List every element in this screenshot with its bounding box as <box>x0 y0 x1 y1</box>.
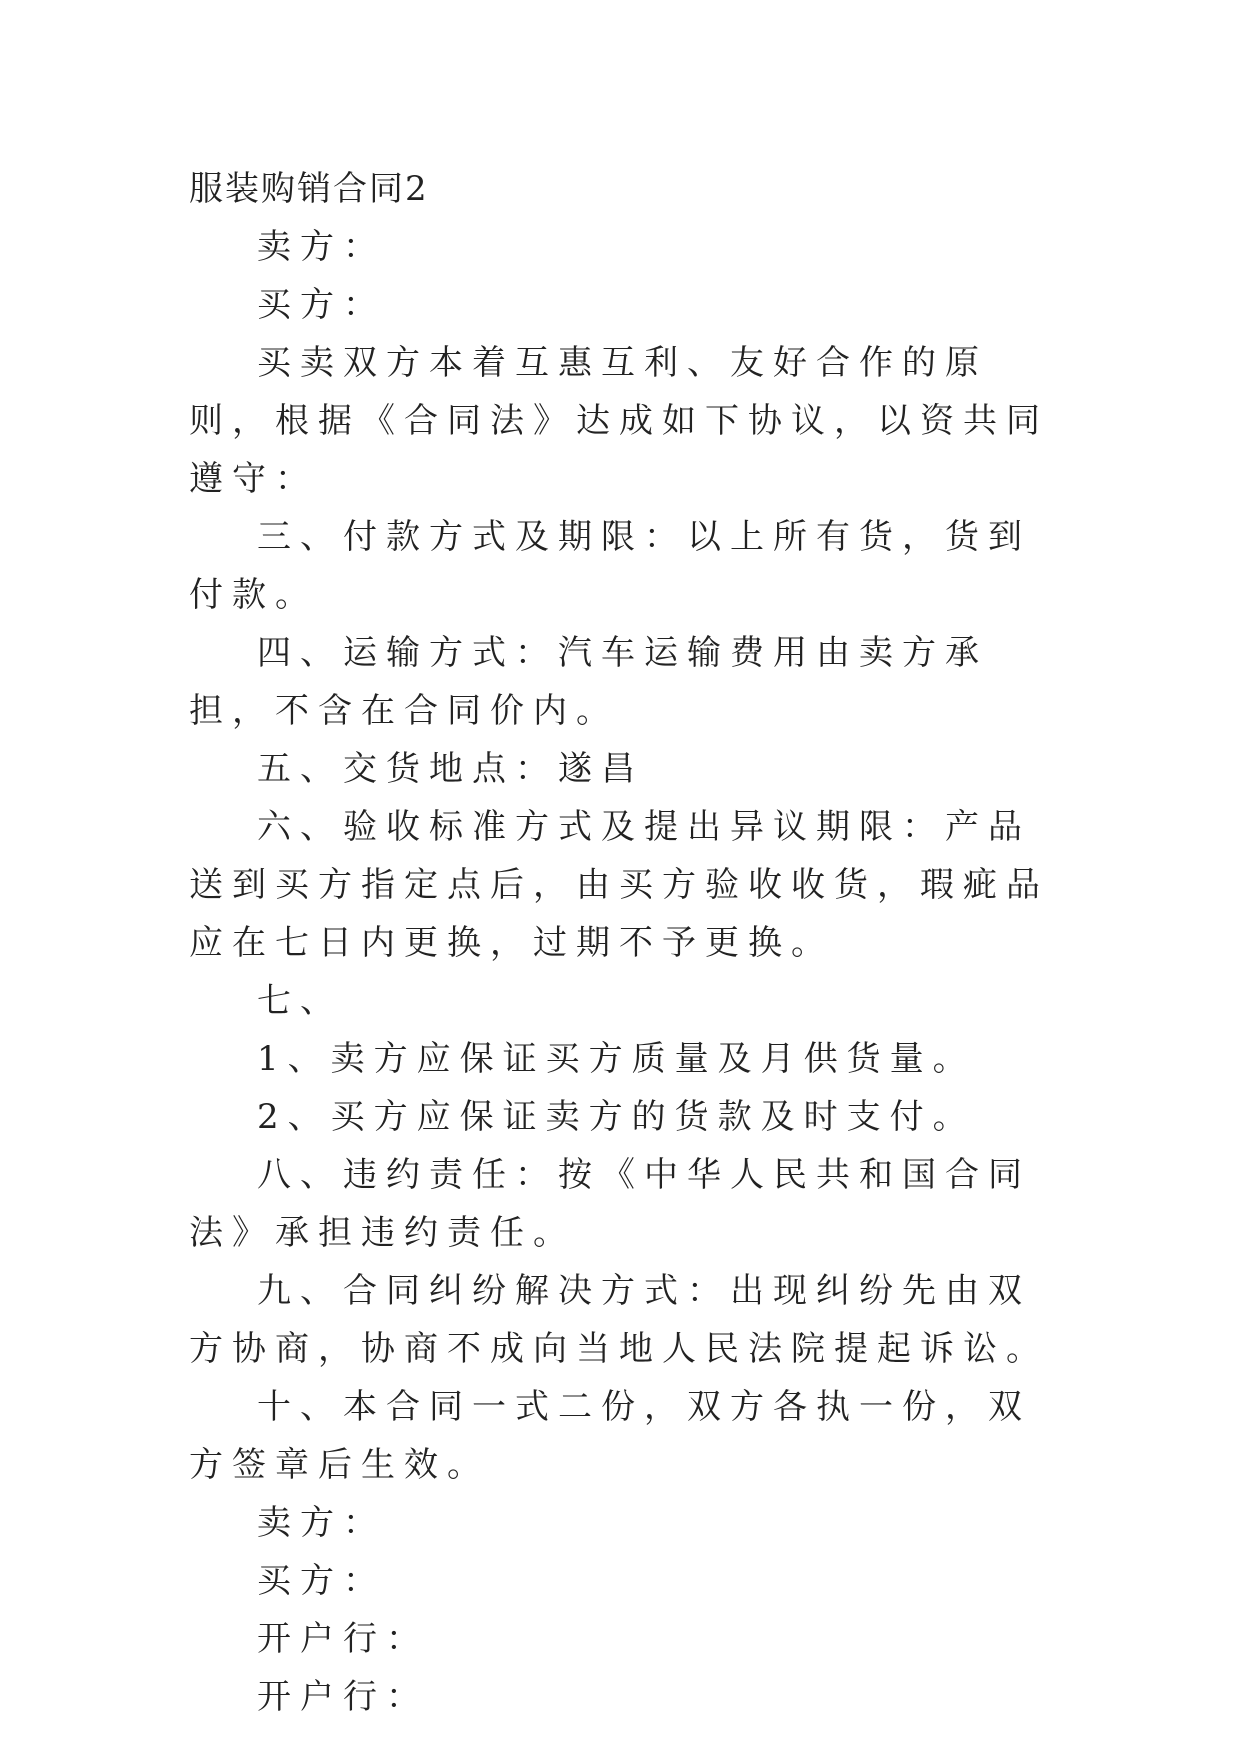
signature-bank-2: 开户行： <box>257 1677 429 1717</box>
seller-label: 卖方： <box>257 227 386 267</box>
clause-acceptance: 六、验收标准方式及提出异议期限：产品送到买方指定点后，由买方验收收货，瑕疵品应在七日内更换，过期不予更换。 <box>189 807 1049 963</box>
clause-dispute: 九、合同纠纷解决方式：出现纠纷先由双方协商，协商不成向当地人民法院提起诉讼。 <box>189 1271 1049 1369</box>
document-title: 服装购销合同2 <box>189 169 429 209</box>
preamble-paragraph: 买卖双方本着互惠互利、友好合作的原则，根据《合同法》达成如下协议，以资共同遵守： <box>189 343 1049 499</box>
signature-seller: 卖方： <box>257 1503 386 1543</box>
clause-delivery-place: 五、交货地点：遂昌 <box>257 749 644 789</box>
clause-seven-heading: 七、 <box>257 981 343 1021</box>
contract-body <box>189 160 1053 1726</box>
signature-buyer: 买方： <box>257 1561 386 1601</box>
signature-bank-1: 开户行： <box>257 1619 429 1659</box>
clause-liability: 八、违约责任：按《中华人民共和国合同法》承担违约责任。 <box>189 1155 1031 1253</box>
clause-seven-item-2: 2、买方应保证卖方的货款及时支付。 <box>257 1097 976 1137</box>
clause-copies: 十、本合同一式二份，双方各执一份，双方签章后生效。 <box>189 1387 1031 1485</box>
clause-transport: 四、运输方式：汽车运输费用由卖方承担，不含在合同价内。 <box>189 633 988 731</box>
buyer-label: 买方： <box>257 285 386 325</box>
clause-seven-item-1: 1、卖方应保证买方质量及月供货量。 <box>257 1039 976 1079</box>
clause-payment: 三、付款方式及期限：以上所有货，货到付款。 <box>189 517 1031 615</box>
